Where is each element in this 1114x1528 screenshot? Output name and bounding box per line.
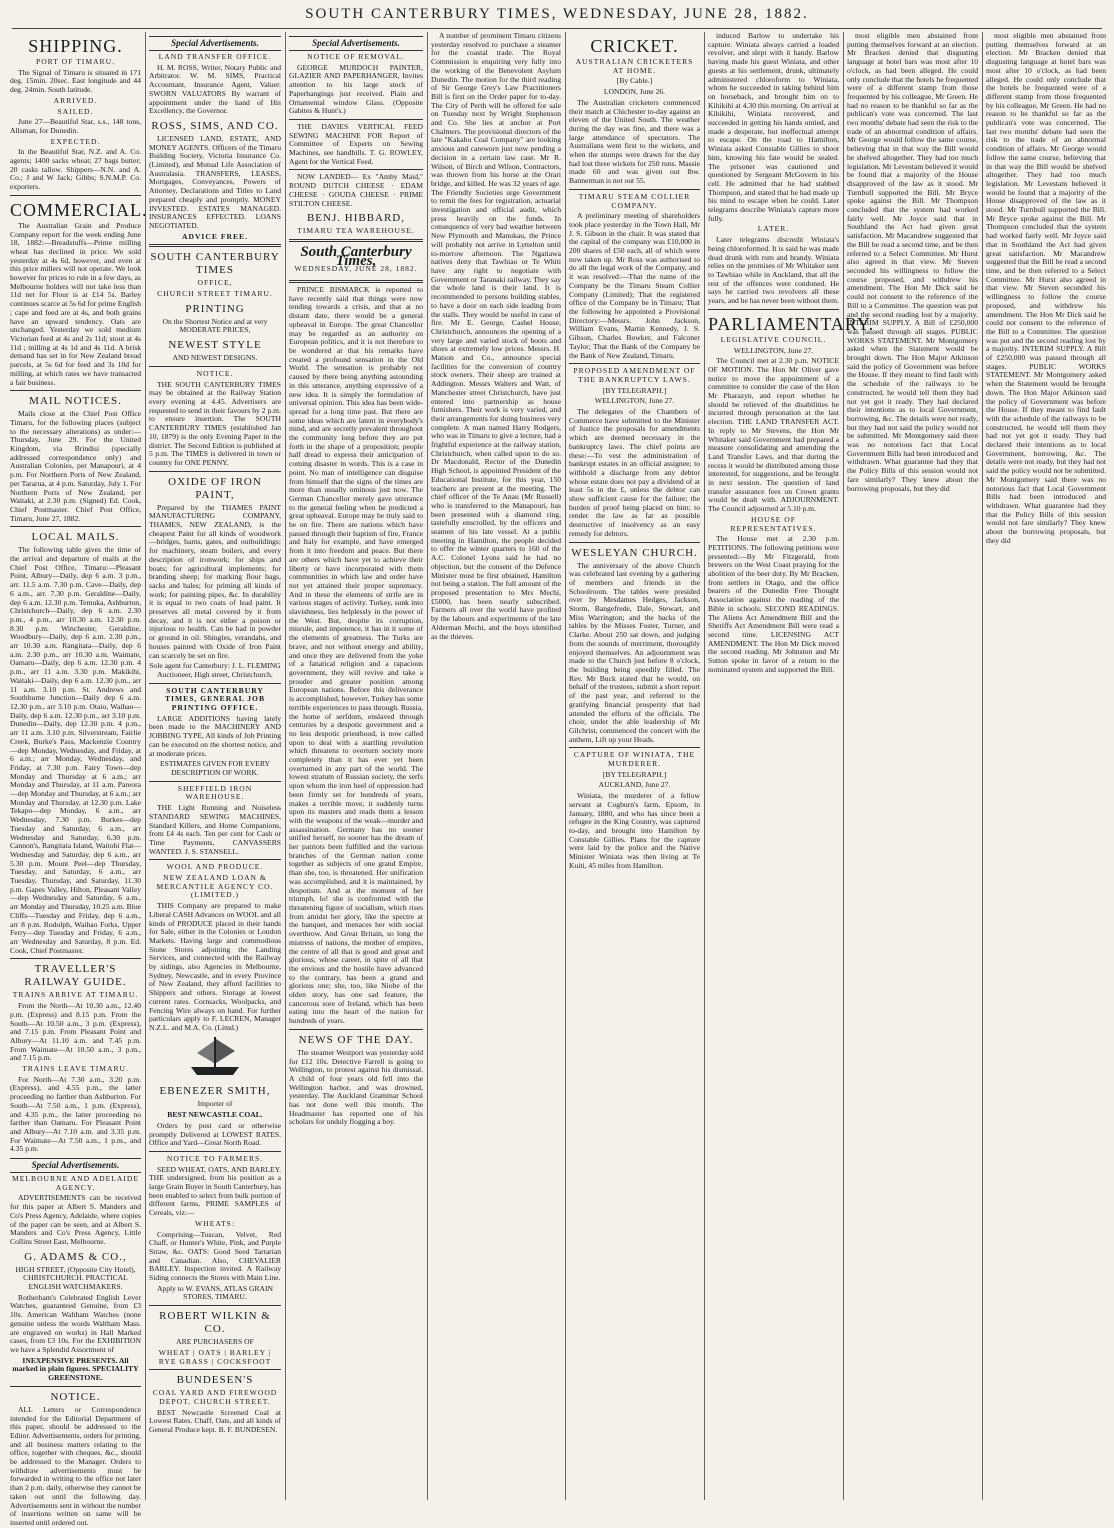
telegraph-label: [BY TELEGRAPH.] — [602, 385, 667, 395]
ross-sims-text: LICENSED LAND, ESTATE, AND MONEY AGENTS. Officers of the Timaru Building Society, Victoria Insurance Co. (Limited), and Mutual Life Association of Australasia. TRANSFERS, LEASES, Mortgages, Conveyances, Powers of Attorney, Declarations and Titles to Land prepared cheaply and promptly. MONEY INVESTED. ESTATES MANAGED. INSURANCES EFFECTED. LOANS NEGOTIATED. — [149, 133, 281, 230]
rule — [569, 747, 700, 748]
davies-text: THE DAVIES VERTICAL FEED SEWING MACHINE FOR Report of Committee of Experts on Sewing Machines, see handbills. T. G. ROWLEY, Agent for the Vertical Feed. — [289, 121, 423, 166]
dateline: WELLINGTON, June 27. — [594, 396, 675, 406]
rule — [289, 239, 423, 242]
bankruptcy-heading: PROPOSED AMENDMENT OF THE BANKRUPTCY LAWS. — [573, 366, 696, 384]
section-heading-shipping: SHIPPING. — [28, 36, 123, 56]
sailed-heading: SAILED. — [57, 106, 94, 116]
wheats-text: Comprising—Tuscan, Velvet, Red Chaff, or Hunter's White, Pink, and Purple Straw, &c. OATS: Good Seed Tartarian and Canadian. Also, CHEVALIER BARLEY. Inspection invited. A Railway Siding connects the Stores with Main Line. — [149, 1229, 281, 1283]
special-ads-heading: Special Advertisements. — [149, 36, 281, 51]
tide-text: The Signal of Timaru is situated in 171 deg. 15min. 20sec. East longitude and 44 deg. 24min. South latitude. — [10, 67, 141, 95]
bankruptcy-text: The delegates of the Chambers of Commerce have submitted to the Minister of Justice the proposals for amendments which are deemed necessary in the bankruptcy laws. The chief points are these:—To vest the administration of bankrupt estates in an official assignee; to withhold a discharge from any debtor whose estate does not pay a dividend of at least 5s in the £, unless the debtor can show sufficient cause for the failure; the burden of proof being placed on him; to render the law as far as possible destructive of insolvency as an easy remedy for debtors. — [569, 407, 700, 538]
notice-heading: NOTICE. — [50, 1390, 101, 1403]
rule — [10, 195, 141, 196]
farmers-heading: NOTICE TO FARMERS. — [166, 1153, 264, 1163]
evans-text: Apply to W. EVANS, ATLAS GRAIN STORES, TIMARU. — [156, 1283, 274, 1302]
later-text: Later telegrams discredit Winiata's being chloroformed. It is said he was made dead drunk with rum and brandy. Winiata relies on the promises of Mr Whitaker sent to Tawhiao while in Auckland, that all the rest of the offences were condoned. He says he carried two revolvers all these years, and he has never been without them. — [708, 235, 839, 306]
section-heading-local-mails: LOCAL MAILS. — [31, 531, 120, 544]
column-4 — [431, 32, 561, 1502]
commercial-text: The Australian Grain and Produce Company report for the week ending June 18, 1882:—Breadstuffs—Prime milling wheat has declined in price. We sold yesterday at 4s 6d, however, and even at this price millers will not operate. We look however for prices to rule in a few days, as Melbourne holders will not take less than 11d net for Flour is at £14 5s. Barley continues scarce at 5s 6d for prime English ; cape and feed are at 4s, and both grains have an upward tendency. Oats are unchanged. Yesterday we sold medium Victorian feed at 4s and 2s 11d; stout at 4s 11d ; milling at 4s 1d and 4s 11d. A brisk demand has set in for New Zealand bread parcels, at 5s 6d for feed and 3s 10d for milling, at which rates we have transacted a fair business. — [10, 220, 141, 387]
column-divider — [285, 32, 286, 1500]
oxide-agent: Sole agent for Canterbury: J. L. FLEMING Auctioneer, High street, Christchurch. — [149, 661, 281, 679]
notice-heading: NOTICE. — [196, 368, 234, 378]
port-heading: PORT OF TIMARU. — [35, 57, 116, 66]
sct-office: OFFICE, — [197, 278, 233, 288]
rule — [149, 244, 281, 247]
column-7 — [847, 32, 978, 1502]
sailed-text: June 27—Beautiful Star, s.s., 148 tons, Allsman, for Dunedin. — [10, 117, 141, 135]
cricket-heading: CRICKET. — [590, 36, 679, 56]
sheffield-text: THE Light Running and Noiseless STANDARD SEWING MACHINES, Standard Killers, and Home Companions, from £4 4s each. Ten per cent for Cash or Time Payments, CANVASSERS WANTED. J. S. STANSELL. — [149, 803, 281, 856]
parliamentary-heading: PARLIAMENTARY. — [708, 313, 875, 334]
wilkin-heading: ROBERT WILKIN & CO. — [159, 1310, 271, 1336]
adams-address: HIGH STREET, (Opposite City Hotel), CHRISTCHURCH. PRACTICAL ENGLISH WATCHMAKERS. — [15, 1264, 136, 1292]
dateline: WELLINGTON, June 27. — [733, 345, 814, 355]
rule — [289, 1029, 423, 1030]
wheats-heading: WHEATS: — [195, 1218, 235, 1228]
hibbard-sub: TIMARU TEA WAREHOUSE. — [297, 226, 415, 236]
rule — [289, 169, 423, 170]
expected-text: In the Beautiful Star, N.Z. and A. Co. agents; 1400 sacks wheat; 27 bags butter; 20 casks tallow. Shippers—N.N. and A. Co.; J and W Jack; Gibbs; S.N.M.P. Co. exporters. — [10, 147, 141, 192]
column-divider — [427, 32, 428, 1500]
wilkin-items: WHEAT | OATS | BARLEY | RYE GRASS | COCKSFOOT — [158, 1347, 272, 1366]
column-divider — [843, 32, 844, 1500]
paper-title-block — [289, 243, 423, 274]
removal-heading: NOTICE OF REMOVAL. — [307, 52, 405, 61]
column-6 — [708, 31, 875, 1502]
column-5 — [569, 32, 700, 1502]
melbourne-heading: MELBOURNE AND ADELAIDE AGENCY. — [11, 1174, 140, 1192]
sct-office-heading: SOUTH CANTERBURY TIMES — [150, 251, 280, 277]
ebenezer-heading: EBENEZER SMITH, — [159, 1085, 271, 1098]
rule — [149, 859, 281, 860]
telegraph-label: [BY TELEGRAPH.] — [602, 769, 667, 779]
rule — [10, 958, 141, 959]
column-divider — [704, 32, 705, 1500]
rule — [708, 309, 839, 310]
trains-leave-heading: TRAINS LEAVE TIMARU. — [22, 1064, 129, 1074]
rule — [149, 1369, 281, 1370]
rule — [149, 471, 281, 472]
bundesen-heading: BUNDESEN'S — [176, 1374, 254, 1387]
steam-collier-text: A preliminary meeting of shareholders took place yesterday in the Town Hall, Mr J. S. Gibson in the chair. It was stated that the capital of the company was £10,000 in 200 shares of £50 each, all of which were now taken up. Mr Ross was authorised to do all the legal work of the Company, and it was resolved:—That the name of the Company be the Timaru Steam Collier Company (Limited); That the registered office of the Company be in Timaru; That the following be appointed a Provisional Directory:—Messrs. John Jackson, William Evans, Martin Kennedy, J. S. Gibson, Charles Bowker, and Falconer Taylor; That the Bank of the Company be the Bank of New Zealand, Timaru. — [569, 211, 700, 360]
winiata-heading: CAPTURE OF WINIATA, THE MURDERER. — [573, 750, 696, 769]
cable-label: [By Cable.] — [616, 76, 653, 86]
legislative-council-text: The Council met at 2.30 p.m. NOTICE OF MOTION. The Hon Mr Oliver gave notice to move the appointment of a committee to consider the case of the Hon Mr Pharazyn, and report whether he should be relieved of the disabilities he incurred through personation at the last election. THE LAND TRANSFER ACT. In reply to Mr Stevens, the Hon Mr Whitaker said Government had prepared a measure consolidating and amending the Land Transfer Laws, and that during the recess it would be distributed among those interested, for suggestions, and be brought in next session. The question of land transfer assurance fees on Crown grants would be dealt with. ADJOURNMENT. The Council adjourned at 5.10 p.m. — [708, 356, 839, 514]
special-ads-heading: Special Advertisements. — [289, 36, 423, 51]
bundesen-text: BEST Newcastle Screened Coal at Lowest Rates. Chaff, Oats, and all kinds of General Produce kept. B. F. BUNDESEN. — [149, 1407, 281, 1435]
parliament-continued-text: most eligible men abstained from putting themselves forward at an election. Mr Bracken denied that disgusting language at hotel bars was most after 10 o'clock, as had been alleged. He could only conclude that the hotels he frequented were of a different stamp from those frequented by his colleague, Mr Green. He had no reason to be thankful so far as the publican's vote was concerned. The last two months' debate had seen the risk to the trade of an abnormal condition of affairs. Mr George would follow the same course, believing that in that way the Bill would be shelved altogether. They had too much legislation. Mr Levestam believed it would be found that a majority of the House disapproved of the law as it stood. Mr Turnbull supported the Bill. Mr Bryce spoke against the Bill. Mr Thompson concluded that the system had worked fairly well. Mr Joyce said that in Southland the Act had given great satisfaction. Mr Macandrew suggested that the Bill be read a second time, and be then referred to a Select Committee. Mr Hurst also agreed in that view. Mr Steven seconded his willingness to follow the course proposed, and withdrew his amendment. The Hon Mr Dick said he could not consent to the reference of the Bill to a Committee. The question was put and the second reading lost by a majority. INTERIM SUPPLY. A Bill of £250,000 was passed through all stages. PUBLIC WORKS STATEMENT. Mr Montgomery asked when the Statement would be brought down. The Hon Major Atkinson said the policy of Government was before the House. If they meant to find fault with the schedule of the railways to be constructed, he would tell them they had not yet got it ready. They had declared their intentions as to local Government, borrowing, &c. The details were not ready, but they had not said the policy would not be submitted. Mr Montgomery said there was no notorious fact that Local Government Bills had been introduced and withdrawn. What guarantee had they that the Policy Bills of this session would not fare similarly? They knew about the borrowing proposals, but they did — [847, 31, 978, 493]
rule — [149, 366, 281, 367]
adams-heading: G. ADAMS & CO., — [24, 1250, 127, 1263]
column-1 — [10, 32, 148, 1527]
news-text: The steamer Westport was yesterday sold for £12 10s. Detective Farrell is going to Wellington, to protest against his dismissal. A child of four years old fell into the Wellington harbor, and was drowned, yesterday. The Auckland Grammar School has not done well this month. The Headmaster has reported one of his scholars for unduly flogging a boy. — [289, 1047, 423, 1127]
section-heading-commercial: COMMERCIAL. — [10, 199, 148, 220]
nzloan-text: THIS Company are prepared to make Liberal CASH Advances on WOOL and all kinds of PRODUCE placed in their hands for Sale, either in the Colonies or London Markets. Having large and commodious Stone Stores adjoining the Landing Services, and connected with the Railway by sidings, also Agencies in Melbourne, Sydney, Newcastle, and in every Province of New Zealand, they afford facilities to Shippers and others. Storage at lowest current rates. Cornsacks, Woolpacks, and Fencing Wire always on hand. For further particulars apply to F. LECREN, Manager N.Z.L. and M.A. Co. (Limd.) — [149, 901, 281, 1032]
steam-collier-heading: TIMARU STEAM COLLIER COMPANY. — [578, 191, 691, 210]
column-8 — [986, 32, 1106, 1502]
paper-date: WEDNESDAY, JUNE 28, 1882. — [294, 264, 418, 274]
news-items-text: A number of prominent Timaru citizens yesterday resolved to purchase a steamer for the coastal trade. The Royal Commission is enquiring very fully into the working of the Benevolent Asylum Dunedin. The motion for the third reading of Sir George Grey's Law Practitioners Bill is first on the Order paper for to-day. The City of Perth will be offered for sale on Tuesday next by Wright Stephenson and Co. She lies at anchor at Port Chalmers. The provisional directors of the late "Kakahu Coal Company" are looking anxious and careworn just now pending a decision in a certain law case. Mr R. Wilson, of Birch and Wilson, Contractors, was thrown from his horse at the Orari bridge, and killed. He was 32 years of age. The Friendly Societies urge Government to remit the fees for registration, actuarial investigation and official audit, which press heavily on the funds. In consequence of very bad weather between New Plymouth and Manukau, the Prince will probably not arrive in Lyttelton until to-morrow afternoon. The Ngatiawa natives deny that Tawhiao or Te Whiti have any right to negotiate with Government or Taranaki railway. They say the whole land is their land. It is recommended to persons building stables, to have a door on each side leading from the stalls. They would be useful in case of fire. Mr E. George, Cashel House, Christchurch, announces the opening of a very large and varied stock of boots and shoes at extremely low prices. Messrs. H. Matson and Co., announce special facilities for the conversion of country stock owners. Their sheep are trained at Addington. Messrs Walters and Watt, of Manchester street Christchurch, have just entered into partnership as house furnishers. Their work is very varied, and their arrangements for doing business very complete. A man named Harry Rodgers, who was in Timaru to give a lecture, had a frightful experience at the railway station, Christchurch, when called upon to do so. Dr Macdonald, Rector of the Dunedin High School, is appointed President of the Educational Institute, for this year, 150 teachers are present at the meeting. The chief officer of the Te Anau (Mr Russell) who is transferred to the Manapouri, has been presented with a diamond ring, tastefully enscrolled, by the officers and seamen of his late vessel. At a public meeting in Hamilton, the people decided to offer the winter quarters to 160 of the A.C. Colonel Lyons said he had no objection, but the consent of the Defence Minister must be first obtained, Hamilton not being a station. The full amount of the proposed presentation to Mrs Mechi, £5000, has been nearly subscribed. Farmers all over the world have profited by the labours and experiments of the late Alderman Mechi, and the boys identified as the thieves. — [431, 31, 561, 641]
rule — [569, 189, 700, 190]
cricket-text: The Australian cricketers commenced their match at Chichester to-day against an eleven of the United South. The weather during the day was fine, and there was a large attendance of spectators. The Australians went first to the wickets, and when the stumps were drawn for the day had lost three wickets for 250 runs. Massie made 60 and was given out lbw. Bannerman is not out 55. — [569, 97, 700, 186]
landed-text: NOW LANDED— Ex "Amby Maid," ROUND DUTCH CHEESE · EDAM CHEESE · GOUDA CHEESE · PRIME STILTON CHEESE. — [289, 172, 423, 208]
rule — [289, 119, 423, 120]
dateline: LONDON, June 26. — [603, 87, 666, 97]
legislative-council-heading: LEGISLATIVE COUNCIL. — [720, 334, 827, 344]
dateline: AUCKLAND, June 27. — [598, 780, 671, 790]
job-printing-heading: SOUTH CANTERBURY TIMES, GENERAL JOB PRINTING OFFICE. — [164, 685, 266, 713]
melbourne-text: ADVERTISEMENTS can be received for this paper at Albert S. Manders and Co's Press Agency, Adelaide, where copies of the paper can be seen, and at Albert S. Manders and Co's Press Agency, Little Collins Street East, Melbourne. — [10, 1193, 141, 1246]
column-divider — [565, 32, 566, 1500]
winiata-continued-text: induced Barlow to undertake his capture. Winiata always carried a loaded revolver, and slept with it handy. Barlow having made his guest Winiata, and other guests at his settlement, drunk, ultimately administered chloroform to Winiata, whom he succeeded in taking behind him on horseback, and brought him on to Kihikihi at 4.30 this morning. On arrival at Kihikihi, Winiata recovered, and succeeded in getting his hands untied, and made a desperate, but ineffectual attempt to escape. On the road to Hamilton, Winiata asked Constable Gillies to shoot him, knowing his fate would be sealed. The prisoner was cautioned and questioned by Sergeant McGovern in his cell. He admitted that he had stabbed Thompson, and stated that he had made up his mind to escape when he could. Later telegrams describe Winiata's capture more fully. — [708, 31, 839, 223]
trains-arrive-text: From the North—At 10.30 a.m., 12.40 p.m. (Express) and 8.15 p.m. From the South—At 10.50 a.m., 3 p.m. (Express), and 7.15 p.m. From Pleasant Point and Albury—At 11.10 a.m. and 7.45 p.m. From Waimate—At 10.50 a.m., 3 p.m., and 7.15 p.m. — [10, 1001, 141, 1063]
editorial-text: PRINCE BISMARCK is reported to have recently said that things were now tending towards a crisis, and that at no distant date, there would be a general upheaval in Europe. The great Chancellor may be regarded as an authority on European politics, and it is not therefore to be wondered at that his remarks have created a profound sensation in the Old World. The sensation is probably not caused by there being anything astounding in this utterance, anything expressive of a new idea. It is simply the formulation of universal opinion. This idea has been wide-spread for a long time past. But there are some ideas which are latent in everybody's mind, and are secretly prevalent throughout the community long before they are put forth in the shape of a proposition; people half dread to express their anticipation of coming disaster in words. This is a case in point. No man of intelligence can disguise from himself that the signs of the times are more than usually ominous just now. The German Chancellor merely gave utterance to the general feeling when he predicted a great upheaval. Europe may be truly said to be on fire. There are nations which have passed through their baptism of fire, France and Italy for example, and have emerged from it into freedom and peace. But there are others which have yet to achieve their liberty or have incorporated with them communities in which law and order have not yet attained their proper supremacy. And in these the elements of strife are in various stages of activity. Turkey, sunk into slavishness, lies helplessly in the power of the West. But, despite its corruption, misrule, and impotence, it has in it some of the elements of greatness. The Turks are brave, and not without energy and ability, and once they are delivered from the yoke of a fanatical religion and a rapacious government, they will revive and take a prouder and greater position among European nations. Before this deliverance is accomplished, however, Turkey has some terrible experiences to pass through. Russia, the home of serfdom, enslaved through centuries by a despotic government and a no less despotic priesthood, is now called upon to deal with a startling revolution which threatens to overturn society more completely than it has ever yet been overturned in any part of the world. The lowest stratum of Russian society, the serfs upon whom the iron heel of oppression had been firmly set for hundreds of years, makes a terrible move, it suddenly turns upon its masters and reads them a lesson with the weapons of the weak—murder and assassination. Germany has no sooner unified herself, no sooner has the dream of her patriots been fulfilled and the various branches of the German nation come together as subjects of one grand Empire, than she, too, is threatened. Her unification was accomplished, and it is maintained, by despotism. And at the moment of her triumph, lo! she is confronted with the threatening figure of socialism, which rises from amidst her glory, like the spectre at the banquet, and menaces her with social overthrow. And Great Britain, so long the mistress of nations, the mother of empires, the centre of all that is good and great and glorious, whose career, in spite of all that the envious and the hostile have advanced to the contrary, has been a grand and glorious one; she, too, like Niobe of the olden story, has one sad feature, the cancerous sore of Ireland, which has been eating into the heart of the nation for hundreds of years. — [289, 285, 423, 1026]
sct-street: CHURCH STREET TIMARU. — [157, 289, 273, 299]
rule — [569, 363, 700, 364]
land-transfer-heading: LAND TRANSFER OFFICE. — [158, 52, 272, 61]
column-divider — [145, 32, 146, 1500]
news-heading: NEWS OF THE DAY. — [298, 1033, 414, 1046]
newest-style-heading: NEWEST STYLE — [168, 339, 262, 352]
nzloan-heading: NEW ZEALAND LOAN & MERCANTILE AGENCY CO. (LIMITED.) — [156, 873, 274, 900]
mail-text: Mails close at the Chief Post Office Timaru, for the following places (subject to the necessary alterations) as under:—Thursday, June 29. For the United Kingdom, via Brindisi (specially addressed correspondence only) and Australian Colonies, per Manapouri, at 4 p.m. For Northern Ports of New Zealand, per Tararua, at 4 p.m. Saturday, July 1. For Northern Ports of New Zealand, per Waitaki, at 2.30 p.m. (Signed) Ed. Cook, Chief Postmaster. Chief Post Office, Timaru, June 27, 1882. — [10, 409, 141, 523]
adams-tail: INEXPENSIVE PRESENTS. All marked in plain figures. SPECIALITY GREENSTONE. — [12, 1355, 139, 1383]
rule — [149, 1151, 281, 1152]
wilkin-text: ARE PURCHASERS OF — [176, 1337, 254, 1347]
farmers-text: SEED WHEAT, OATS, AND BARLEY. THE undersigned, from his position as a large Grain Buyer in South Canterbury, has been enabled to select from bulk portion of different farms, PRIME SAMPLES of Cereals, viz:— — [149, 1164, 281, 1218]
land-transfer-text: H. M. ROSS, Writer, Notary Public and Arbitrator. W. M. SIMS, Practical Accountant, Insurance Agent, Valuer. SWORN VALUATORS By warrant of appointment under the hand of His Excellency, the Governor. — [149, 62, 281, 116]
arrived-heading: ARRIVED. — [53, 95, 98, 105]
wesleyan-text: The anniversary of the above Church was celebrated last evening by a gathering of members and friends in the Schoolroom. The tables were presided over by Mesdames Hedges, Jackson, Storm, Bangefrede, Dale, Stewart, and Miss Warrington; and the backs of the tables by the Misses Foster, Turner, and Clarke. About 250 sat down, and judging from the sounds of merriment, thoroughly enjoyed themselves. An adjournment was made to the Church just before 8 o'clock, the building being speedily filled. The Rev. Mr Buck stated that he would, on behalf of the trustees, submit a short report of the past year, and referred to the gratifying financial prosperity that had attended the efforts of the officials. The choir, under the able leadership of Mr Gilchrist, commenced the concert with the anthem, Lift up your Heads. — [569, 560, 700, 744]
job-printing-tail: ESTIMATES GIVEN FOR EVERY DESCRIPTION OF WORK. — [160, 759, 270, 777]
rule — [10, 1386, 141, 1387]
printing-heading: PRINTING — [185, 302, 245, 315]
ross-sims-heading: ROSS, SIMS, AND CO. — [151, 119, 279, 132]
job-printing-text: LARGE ADDITIONS having lately been made to the MACHINERY AND JOBBING TYPE, All kinds of Job Printing can be executed on the shortest notice, and at moderate prices. — [149, 713, 281, 758]
trains-arrive-heading: TRAINS ARRIVE AT TIMARU. — [12, 990, 139, 1000]
winiata-text: Winiata, the murderer of a fellow servant at Cogburn's farm, Epsom, in January, 1880, and who has since been a refugee in the King Country, was captured to-day, and brought into Hamilton by Constable Gillies. Plans for the capture were laid by the police and the Native Minister Winiata was then living at Te Kuiti, 45 miles from Hamilton. — [569, 791, 700, 870]
notice-text: ALL Letters or Correspondence intended for the Editorial Department of this paper, should be addressed to the Editor. Advertisements, orders for printing, and all business matters relating to the office, together with cheques, &c., should be addressed to the Manager. Orders to withdraw advertisements must be forwarded in writing to the office not later than 2 p.m. daily, otherwise they cannot be taken out until the following day. Advertisements sent in without the number of insertions written on same will be inserted until ordered out. — [10, 1404, 141, 1527]
house-text: The House met at 2.30 p.m. PETITIONS. The following petitions were presented:—By Mr Fitzgerald, from brewers on the West Coast praying for the abolition of the beer duty. By Mr Bracken, from settlers in Otago, and the office bearers of the Dunedin Free Thought Association against the reading of the Bible in schools. SECOND READINGS. The Aliens Act Amendment Bill and the Sheriffs Act Amendment Bill were read a second time. LICENSING ACT AMENDMENT. The Hon Mr Dick moved the second reading. Mr Johnston and Mr Sutton spoke in favor of a return to the nominated system and supported the Bill. — [708, 534, 839, 674]
column-2 — [149, 32, 281, 1502]
ebenezer-sub: Importer of — [197, 1099, 233, 1109]
notice-text: THE SOUTH CANTERBURY TIMES may be obtained at the Railway Station every evening at 4.45. Advertisers are requested to send in their favours by 2 p.m. to ensure insertion. The SOUTH CANTERBURY TIMES (established Jan 10, 1879) is the only Evening Paper in the district. The Second Edition is published at 5 p.m. The TIMES is delivered in town or country for ONE PENNY. — [149, 379, 281, 467]
column-divider — [982, 32, 983, 1500]
oxide-heading: OXIDE OF IRON PAINT, — [168, 475, 262, 501]
wesleyan-heading: WESLEYAN CHURCH. — [571, 546, 698, 559]
column-3 — [289, 32, 423, 1502]
trains-leave-text: For North—At 7.30 a.m., 3.20 p.m. (Express), and 4.55 p.m., the latter proceeding no farther than Ashburton. For South—At 7.50 a.m., 1 p.m. (Express), and 4.35 p.m., the latter proceeding no farther than Oamaru. For Pleasant Point and Albury—At 7.10 a.m. and 3.35 p.m. For Waimate—At 7.50 a.m., 1 p.m., and 4.35 p.m. — [10, 1074, 141, 1154]
section-heading-railway: TRAVELLER'S RAILWAY GUIDE. — [24, 963, 127, 989]
local-mails-text: The following table gives the time of the arrival and departure of mails at the Chief Post Office, Timaru:—Pleasant Point, Albury—Daily, dep 6 a.m. 3 p.m., arr. 11.5 a.m. 7.30 p.m. Cave—Daily, dep 6 a.m., arr. 7.30 p.m. Geraldine—Daily, dep 6 a.m. 12.30 p.m. Temuka, Ashburton, Christchurch—Daily, dep 6 a.m. 2.30 p.m., 4 p.m., arr 10.30 a.m. 12.30 p.m. 8.30 p.m. Winchester, Geraldine, Woodbury—Daily, dep 6 a.m. 2.30 p.m., arr 10.30 a.m. Rangitata—Daily, dep 6 a.m. 2.30 p.m., arr 10.30 a.m. Waimate, Oamaru—Daily, dep 6 a.m. 12.30 p.m. 4 p.m., arr 11 a.m. 3.30 p.m. Makikihi, Waitaki—Daily, dep 6 a.m. 12.30 p.m., arr 11 a.m. 3.10 p.m. St. Andrews and Southburne Junction—Daily dep 6 a.m. 12.30 p.m., arr 3.10 p.m. Otaio, Waihao—Daily, dep 6 a.m. 12.30 p.m., arr 3.10 p.m. Dunedin—Daily, dep 12.30 p.m. 4 p.m., arr 11 a.m. 3.10 p.m. Silverstream, Fairlie Creek, Burke's Pass, Mackenzie Country—dep Monday, Wednesday, and Friday, at 6 a.m.; arr Monday, Wednesday, and Friday, at 7.30 p.m. Fairy Town—dep Monday and Thursday at 6 a.m.; arr Monday and Thursday, at 11 a.m. Pareora—dep Monday and Thursday, at 6 a.m.; arr Monday and Thursday, at 12.30 p.m. Lake Tekapo—dep Monday, 6 a.m., arr Wednesday, 7.30 p.m. Burkes—dep Tuesday and Saturday, 6 a.m., arr Wednesday and Saturday, 6.30 p.m. Cannon's, Rangitata Island, Waitohi Flat—Wednesday and Saturday, dep 6 a.m., arr 5.30 p.m. Mount Peel—dep Thursday, Tuesday, and Saturday, 6 a.m., arr Tuesday, Thursday, and Saturday, 11.30 p.m. Gapes Valley, Hilton, Pleasant Valley—dep Wednesday and Saturday, 6 a.m., arr Monday and Thursday, 10.25 a.m. Blue Cliffs—Tuesday and Friday, dep 6 a.m., arr 8 p.m. Rodolph, Waihao Forks, Upper Ferry—dep Tuesday and Friday, 6 a.m., arr Wednesday and Saturday, 8 p.m. Ed. Cook, Chief Postmaster. — [10, 545, 141, 955]
adams-body: Rotherham's Celebrated English Lever Watches, guaranteed Genuine, from £3 10s. American Waltham Watches (none genuine unless the words Waltham Mass. are engraved on works) in Hall Marked cases, from £3 10s. For the EXHIBITION we have a Splendid Assortment of — [10, 1292, 141, 1354]
house-heading: HOUSE OF REPRESENTATIVES. — [730, 514, 817, 533]
masthead: SOUTH CANTERBURY TIMES, WEDNESDAY, JUNE 28, 1882. — [305, 6, 809, 22]
wool-heading: WOOL AND PRODUCE. — [166, 862, 264, 872]
rule — [289, 280, 423, 283]
ebenezer-text: Orders by post card or otherwise promptly Delivered at LOWEST RATES. Office and Yard—Great North Road. — [149, 1120, 281, 1148]
murdoch-text: GEORGE MURDOCH PAINTER, GLAZIER AND PAPERHANGER, Invites attention to his large stock of Paperhangings just received. Plain and Ornamental window Glass. (Opposite Gabites & Hunt's.) — [289, 62, 423, 116]
printing-sub: On the Shortest Notice and at very MODERATE PRICES, — [162, 316, 268, 335]
rule — [10, 390, 141, 391]
rule — [149, 781, 281, 782]
special-ads-heading: Special Advertisements. — [10, 1158, 141, 1173]
oxide-text: Prepared by the THAMES PAINT MANUFACTURING COMPANY, THAMES, NEW ZEALAND, is the cheapest Paint for all kinds of woodwork—bridges, barns, gates, and outbuildings; for machinery, steam boilers, and every description of ironwork; for ships and boats; for agricultural implements; for branding sheep; for marking flour bags, sacks and bales; for priming all kinds of work; for painting pipes, &c. In durability it is equal to two coats of lead paint. It preserves all metal covered by it from decay, and it is not either a poison or injurious to health. Can be had in powder or ground in oil. Shingles, verandahs, and houses painted with Oxide of Iron Paint can scarcely be set on fire. — [149, 502, 281, 660]
bundesen-sub: COAL YARD AND FIREWOOD DEPOT, CHURCH STREET. — [152, 1388, 278, 1406]
expected-heading: EXPECTED. — [50, 136, 101, 146]
section-heading-mail: MAIL NOTICES. — [29, 395, 122, 408]
aus-cricketers-heading: AUSTRALIAN CRICKETERS AT HOME. — [575, 57, 694, 75]
sheffield-heading: SHEFFIELD IRON WAREHOUSE. — [177, 783, 253, 802]
parliament-continued-text: most eligible men abstained from putting themselves forward at an election. Mr Bracken denied that disgusting language at hotel bars was most after 10 o'clock, as had been alleged. He could only conclude that the hotels he frequented were of a different stamp from those frequented by his colleague, Mr Green. He had no reason to be thankful so far as the publican's vote was concerned. The last two months' debate had seen the risk to the trade of an abnormal condition of affairs. Mr George would follow the same course, believing that in that way the Bill would be shelved altogether. They had too much legislation. Mr Levestam believed it would be found that a majority of the House disapproved of the law as it stood. Mr Turnbull supported the Bill. Mr Bryce spoke against the Bill. Mr Thompson concluded that the system had worked fairly well. Mr Joyce said that in Southland the Act had given great satisfaction. Mr Macandrew suggested that the Bill be read a second time, and be then referred to a Select Committee. Mr Hurst also agreed in that view. Mr Steven seconded his willingness to follow the course proposed, and withdrew his amendment. The Hon Mr Dick said he could not consent to the reference of the Bill to a Committee. The question was put and the second reading lost by a majority. INTERIM SUPPLY. A Bill of £250,000 was passed through all stages. PUBLIC WORKS STATEMENT. Mr Montgomery asked when the Statement would be brought down. The Hon Major Atkinson said the policy of Government was before the House. If they meant to find fault with the schedule of the railways to be constructed, he would tell them they had not yet got it ready. They had declared their intentions as to local Government, borrowing, &c. The details were not ready, but they had not said the policy would not be submitted. Mr Montgomery said there was no notorious fact that Local Government Bills had been introduced and withdrawn. What guarantee had they that the Policy Bills of this session would not fare similarly? They knew about the borrowing proposals, but they did — [986, 31, 1106, 545]
newest-style-sub: AND NEWEST DESIGNS. — [172, 353, 258, 363]
later-heading: LATER. — [757, 224, 790, 234]
masthead-rule — [12, 28, 1102, 29]
rule — [149, 683, 281, 684]
rule — [149, 1305, 281, 1306]
hibbard-heading: BENJ. HIBBARD, — [306, 212, 406, 225]
ebenezer-coal: BEST NEWCASTLE COAL. — [167, 1110, 263, 1120]
advice-free: ADVICE FREE. — [181, 231, 248, 241]
ship-icon — [149, 1035, 281, 1082]
rule — [569, 542, 700, 543]
rule — [10, 526, 141, 527]
paper-title: South Canterbury Times, — [300, 243, 412, 269]
